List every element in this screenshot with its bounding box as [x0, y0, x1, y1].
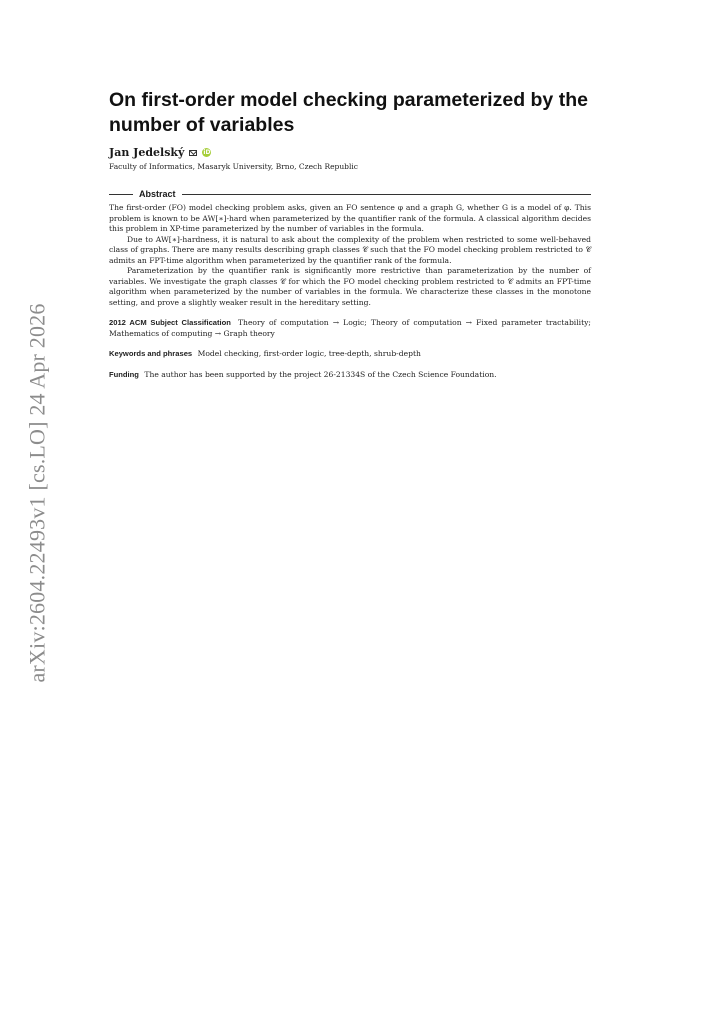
paper-title: On first-order model checking parameterized by the number of variables: [109, 89, 588, 136]
abstract-heading-label: Abstract: [139, 189, 176, 199]
funding: [109, 370, 591, 381]
envelope-icon[interactable]: [189, 150, 197, 156]
acm-classification: [109, 318, 591, 339]
abstract-body: [109, 203, 591, 308]
abstract-paragraph: Due to AW[∗]-hardness, it is natural to ask about the complexity of the problem when restricted to some well-behaved class of graphs. There are many results describing graph classes 𝒞 such that the FO model checking problem restricted to 𝒞 admits an FPT-time algorithm when parameterized by the quantifier rank of the formula.: [109, 234, 591, 265]
acm-label: 2012 ACM Subject Classification: [109, 318, 231, 327]
author-name: Jan Jedelský: [109, 146, 185, 159]
funding-text: The author has been supported by the project 26-21334S of the Czech Science Foundation.: [144, 369, 497, 379]
keywords-label: Keywords and phrases: [109, 349, 193, 358]
author-row: [109, 146, 591, 159]
funding-label: Funding: [109, 369, 139, 379]
orcid-icon[interactable]: iD: [203, 149, 211, 156]
acm-text: Theory of computation → Logic; Theory of computation → Fixed parameter tractability; Mathematics of computing → Graph theory: [109, 318, 591, 338]
abstract-paragraph: Parameterization by the quantifier rank is significantly more restrictive than parameterization by the number of variables. We investigate the graph classes 𝒞 for which the FO model checking problem restricted to 𝒞 admits an FPT-time algorithm when parameterized by the number of variables in the formula. We characterize these classes in the monotone setting, and prove a slightly weaker result in the hereditary setting.: [109, 266, 591, 307]
author-affiliation: Faculty of Informatics, Masaryk University, Brno, Czech Republic: [109, 162, 358, 171]
keywords: [109, 349, 591, 360]
arxiv-id: arXiv:2604.22493v1 [cs.LO] 24 Apr 2026: [25, 302, 51, 683]
abstract-heading: [109, 189, 591, 199]
abstract-rule-right: [182, 194, 591, 195]
arxiv-stamp: [18, 295, 58, 690]
keywords-text: Model checking, first-order logic, tree-depth, shrub-depth: [197, 349, 421, 358]
abstract-paragraph: The first-order (FO) model checking problem asks, given an FO sentence φ and a graph G, whether G is a model of φ. This problem is known to be AW[∗]-hard when parameterized by the quantifier rank of the formula. A classical algorithm decides this problem in XP-time parameterized by the number of variables in the formula.: [109, 203, 591, 233]
abstract-rule-left: [109, 194, 133, 195]
paper-front-matter: [109, 88, 591, 380]
